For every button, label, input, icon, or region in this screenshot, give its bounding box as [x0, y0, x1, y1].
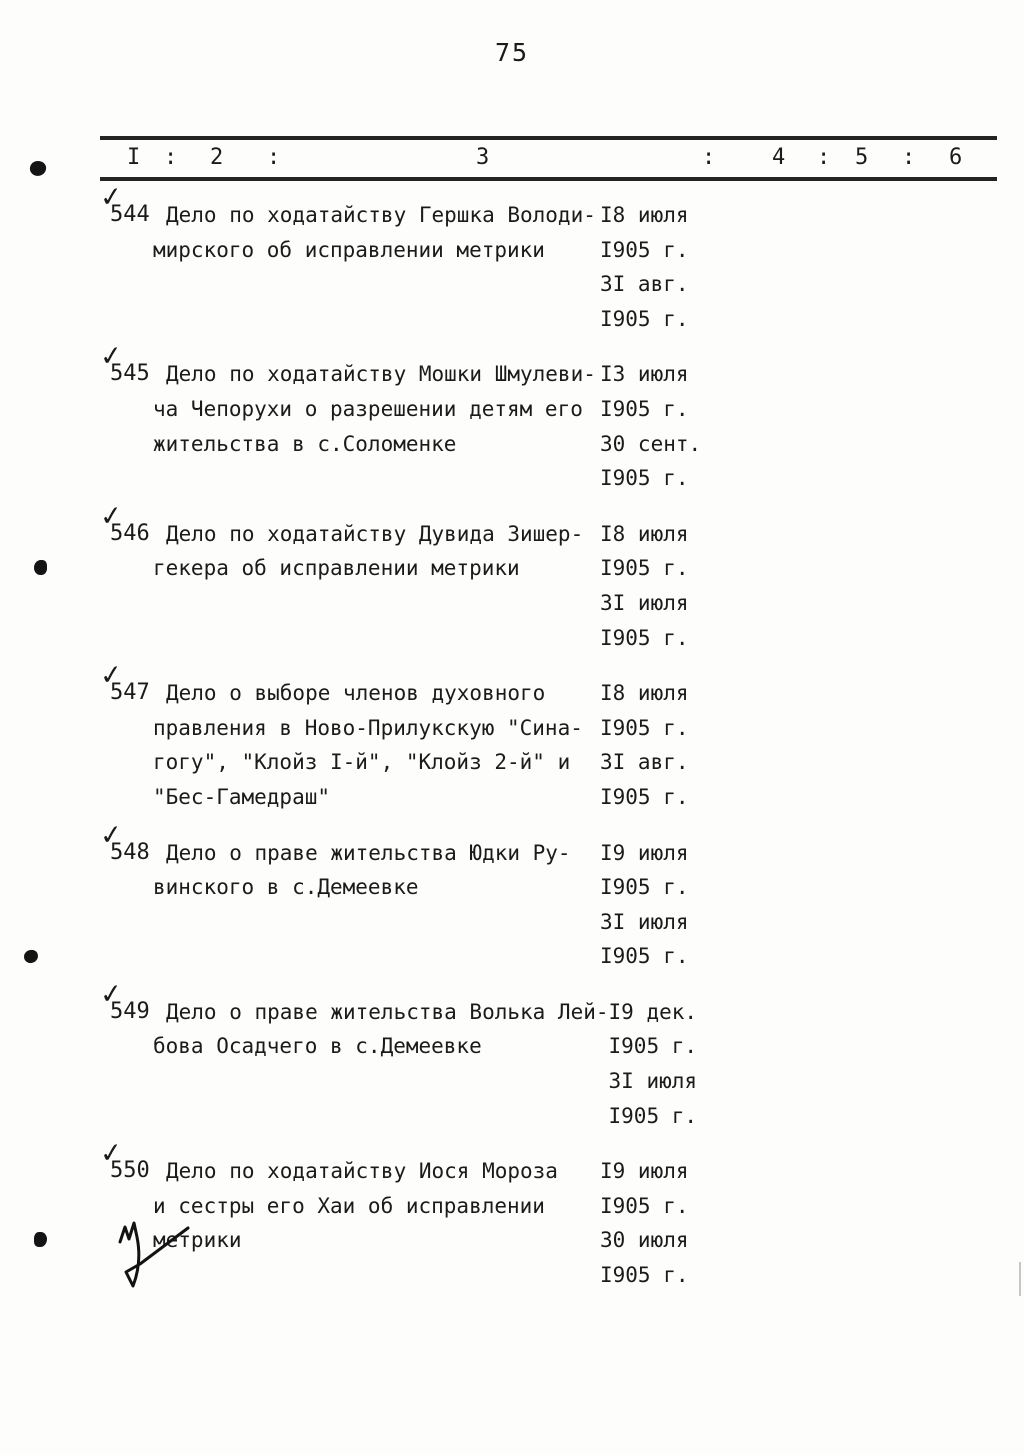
- date-line: I905 г.: [600, 466, 689, 491]
- column-header-1: I: [127, 145, 141, 170]
- entry-dates: [600, 357, 1024, 495]
- register-entry: [0, 818, 1024, 974]
- entry-number-cell: [0, 977, 153, 1133]
- description-line: Дело по ходатайству Гершка Володи-: [166, 203, 596, 227]
- register-entry: [0, 180, 1024, 336]
- entry-number: 547: [110, 680, 150, 706]
- checkmark-icon: ✓: [98, 977, 125, 1011]
- register-entry: [0, 499, 1024, 655]
- entry-dates: [600, 676, 1024, 814]
- entry-description: [153, 836, 600, 974]
- entry-description: [153, 995, 609, 1133]
- date-line: I905 г.: [600, 625, 689, 650]
- entry-dates: [609, 995, 1024, 1133]
- entry-number: 544: [110, 202, 150, 227]
- description-line: правления в Ново-Прилукскую "Сина-: [153, 715, 583, 740]
- date-line: I905 г.: [600, 784, 689, 809]
- description-line: и сестры его Хаи об исправлении: [153, 1193, 545, 1218]
- entry-description: [153, 517, 600, 655]
- entry-description: [153, 198, 600, 336]
- entry-number: 550: [110, 1158, 150, 1184]
- handwritten-pen-mark: [112, 1208, 196, 1304]
- date-line: I905 г.: [608, 1034, 698, 1059]
- ink-dot: [34, 560, 47, 575]
- description-line: Дело по ходатайству Мошки Шмулеви-: [166, 362, 596, 387]
- scan-edge-mark: [1019, 1262, 1021, 1296]
- date-line: I905 г.: [608, 1103, 698, 1128]
- register-entry: [0, 340, 1024, 495]
- date-line: I905 г.: [600, 396, 689, 421]
- description-line: мирского об исправлении метрики: [153, 237, 545, 262]
- description-line: жительства в с.Соломенке: [153, 431, 457, 456]
- page-number: 75: [494, 38, 530, 67]
- date-line: 3I июля: [600, 909, 689, 934]
- column-header-6: 6: [949, 145, 963, 170]
- entry-dates: [600, 1154, 1024, 1292]
- entry-number: 545: [110, 361, 150, 387]
- column-header-5: 5: [855, 145, 869, 170]
- description-line: бова Осадчего в с.Демеевке: [153, 1034, 482, 1059]
- description-line: винского в с.Демеевке: [153, 875, 419, 900]
- date-line: I905 г.: [600, 306, 689, 331]
- description-line: Дело по ходатайству Иося Мороза: [166, 1159, 558, 1184]
- date-line: I9 июля: [600, 840, 689, 865]
- entry-dates: [600, 517, 1024, 655]
- date-line: 30 сент.: [600, 431, 702, 456]
- checkmark-icon: ✓: [98, 659, 125, 693]
- date-line: I8 июля: [600, 521, 689, 546]
- date-line: 3I июля: [600, 590, 689, 615]
- column-header-2: 2: [210, 145, 224, 170]
- date-line: I8 июля: [600, 681, 689, 706]
- description-line: Дело о праве жительства Волька Лей-: [166, 999, 609, 1024]
- description-line: Дело по ходатайству Дувида Зишер-: [166, 521, 584, 546]
- entry-description: [153, 357, 600, 495]
- date-line: I9 дек.: [608, 999, 698, 1024]
- date-line: 3I авг.: [600, 272, 689, 297]
- column-separator: :: [702, 145, 716, 170]
- entry-number: 549: [110, 998, 150, 1024]
- date-line: 3I авг.: [600, 750, 689, 775]
- column-separator: :: [902, 145, 916, 170]
- date-line: I905 г.: [600, 715, 689, 740]
- checkmark-icon: ✓: [98, 499, 125, 533]
- column-separator: :: [817, 145, 831, 170]
- description-line: Дело о праве жительства Юдки Ру-: [166, 840, 571, 865]
- entry-number-cell: [0, 659, 153, 814]
- entry-number-cell: [0, 818, 153, 974]
- date-line: I905 г.: [600, 237, 689, 262]
- description-line: метрики: [153, 1228, 242, 1253]
- entry-number: 548: [110, 839, 150, 865]
- entry-dates: [600, 198, 1024, 336]
- checkmark-icon: ✓: [98, 818, 125, 852]
- entry-number: 546: [110, 520, 150, 546]
- date-line: 30 июля: [600, 1228, 689, 1253]
- description-line: гекера об исправлении метрики: [153, 556, 520, 581]
- entry-description: [153, 676, 600, 814]
- entries-list: [0, 174, 1024, 1293]
- date-line: I905 г.: [600, 556, 689, 581]
- register-entry: [0, 977, 1024, 1133]
- description-line: "Бес-Гамедраш": [153, 784, 331, 809]
- date-line: I8 июля: [600, 203, 689, 227]
- description-line: гогу", "Клойз I-й", "Клойз 2-й" и: [153, 750, 571, 775]
- entry-number-cell: [0, 499, 153, 655]
- entry-description: [153, 1154, 600, 1292]
- entry-number-cell: [0, 180, 153, 336]
- entry-dates: [600, 836, 1024, 974]
- date-line: I905 г.: [600, 944, 689, 969]
- register-entry: [0, 659, 1024, 814]
- date-line: I9 июля: [600, 1159, 689, 1184]
- description-line: ча Чепорухи о разрешении детям его: [153, 396, 583, 421]
- date-line: I905 г.: [600, 1193, 689, 1218]
- checkmark-icon: ✓: [98, 340, 125, 374]
- date-line: 3I июля: [608, 1069, 698, 1094]
- date-line: I3 июля: [600, 362, 689, 387]
- column-header-3: 3: [476, 145, 490, 170]
- checkmark-icon: ✓: [98, 1137, 125, 1171]
- description-line: Дело о выборе членов духовного: [166, 681, 546, 706]
- date-line: I905 г.: [600, 875, 689, 900]
- date-line: I905 г.: [600, 1263, 689, 1288]
- checkmark-icon: ✓: [98, 180, 125, 215]
- entry-number-cell: [0, 340, 153, 495]
- column-header-4: 4: [772, 145, 786, 170]
- column-separator: :: [267, 145, 281, 170]
- column-separator: :: [164, 145, 178, 170]
